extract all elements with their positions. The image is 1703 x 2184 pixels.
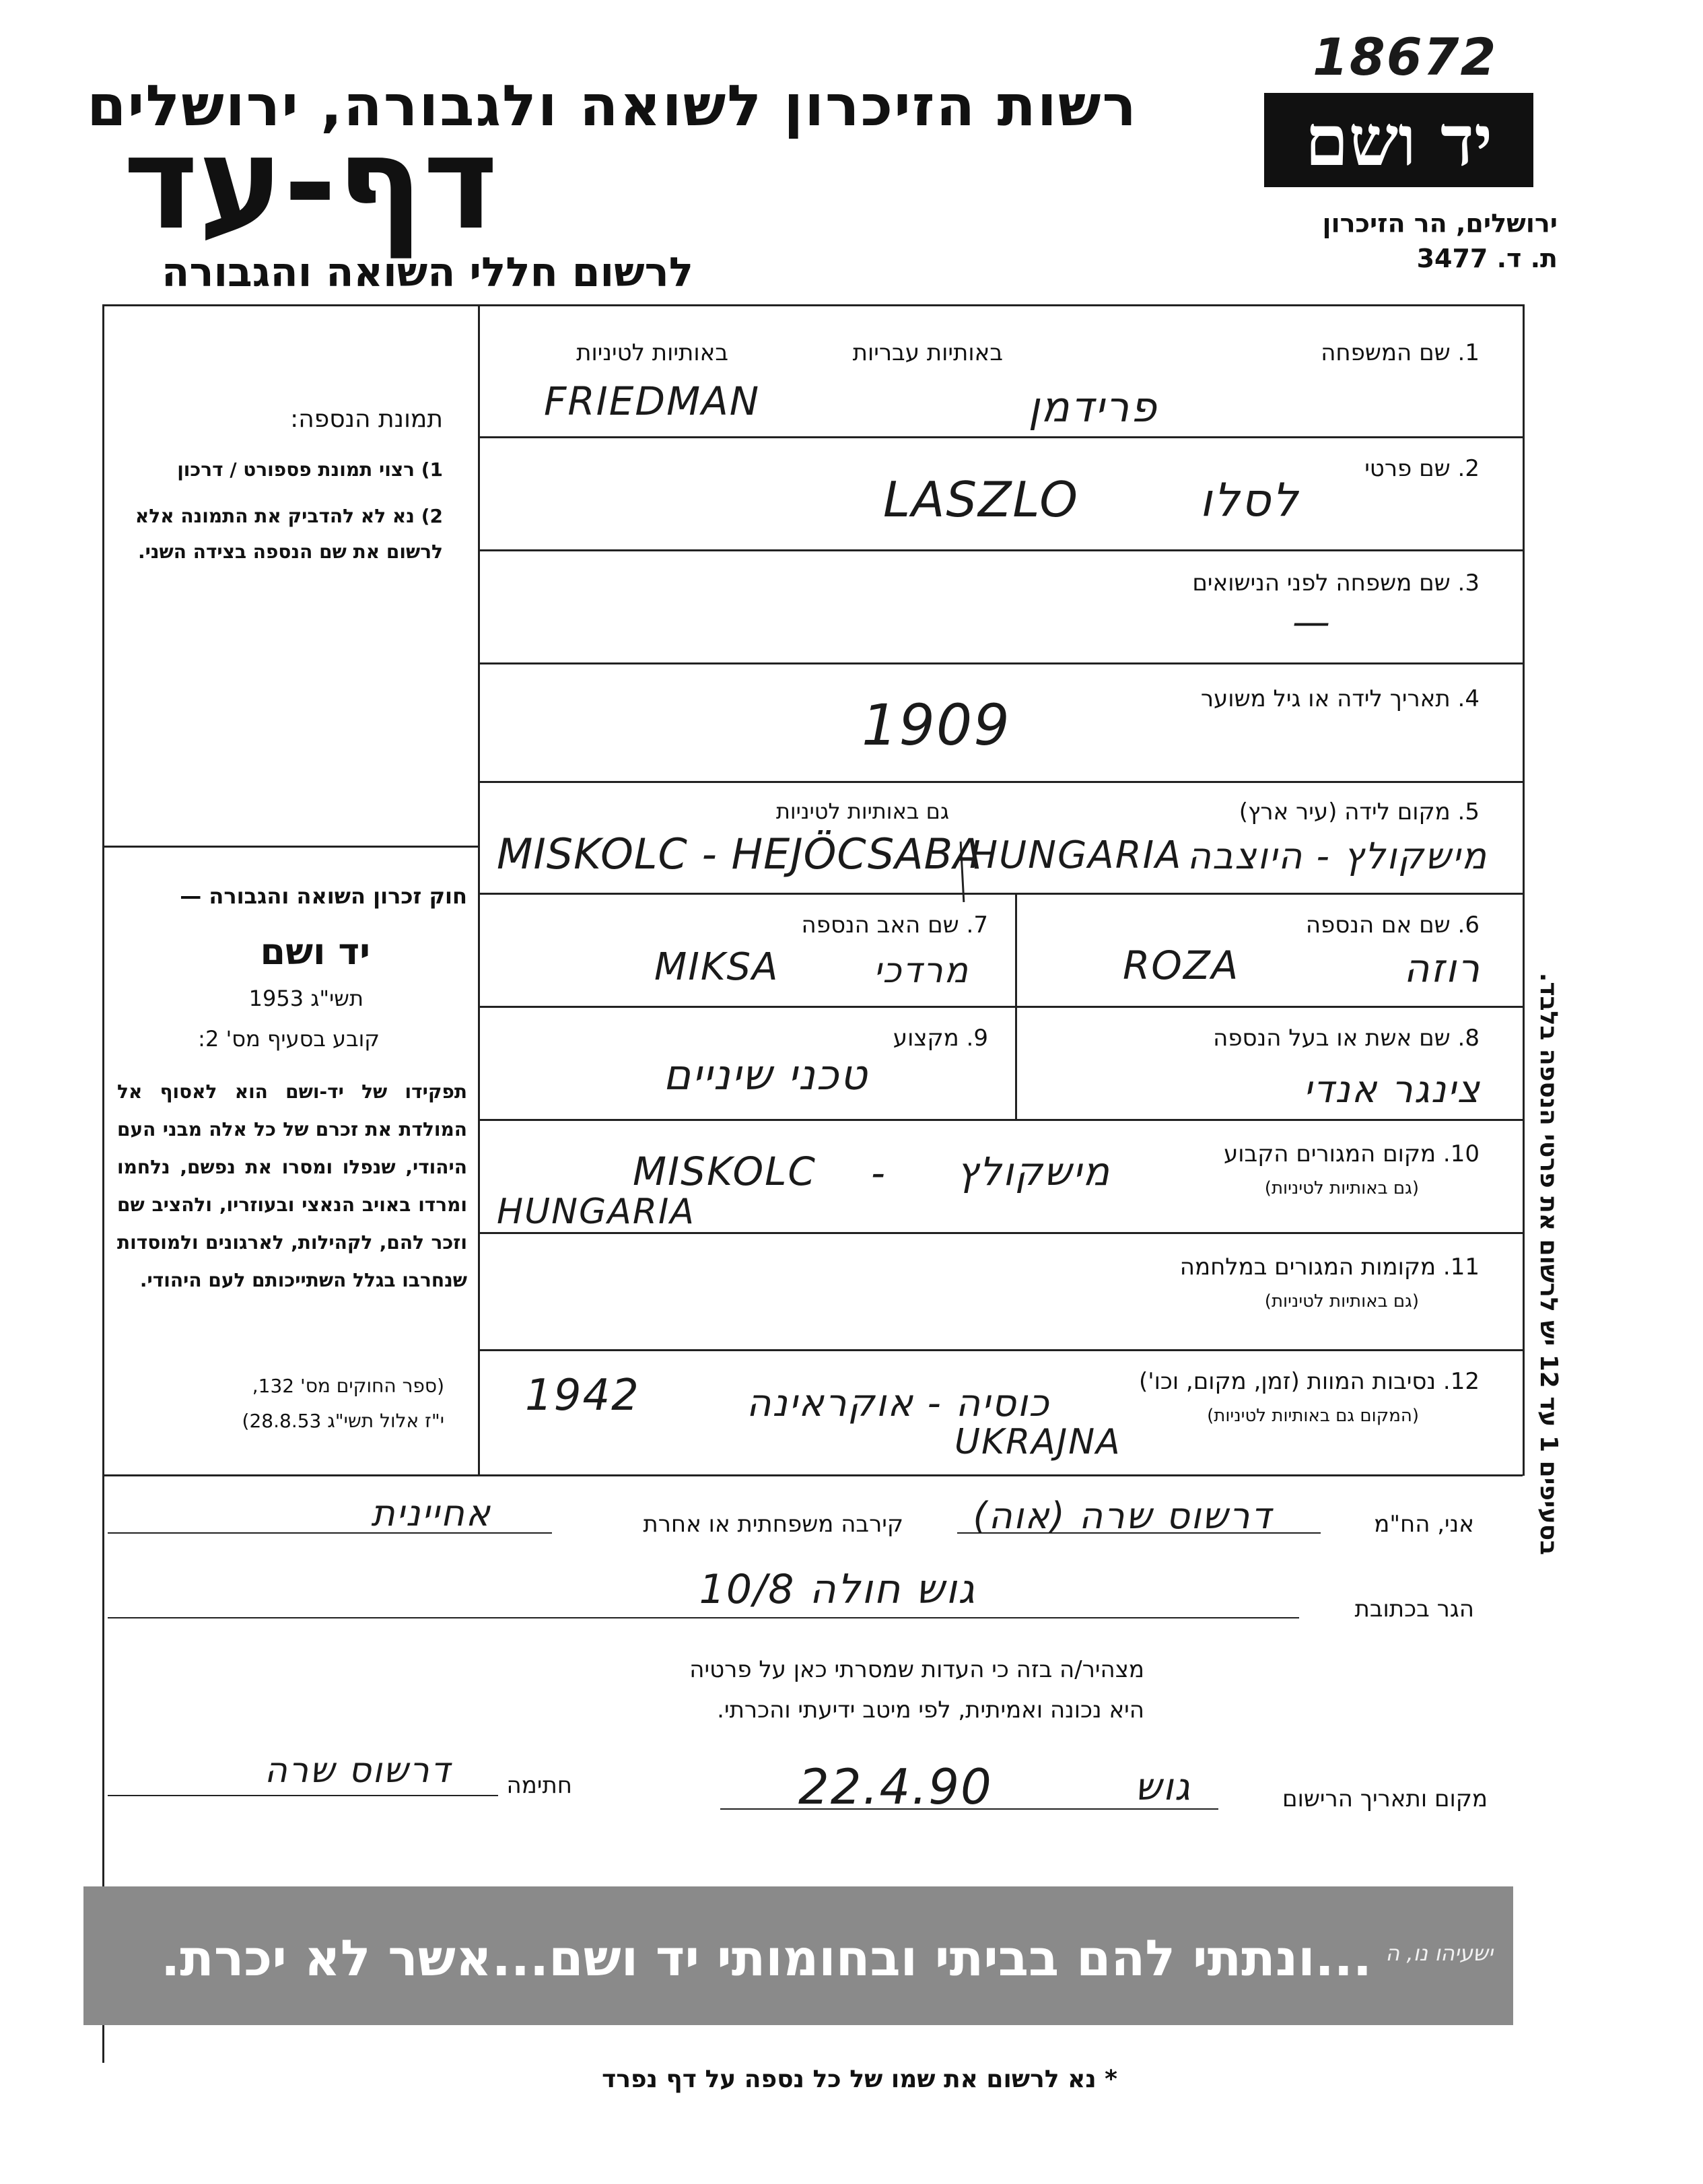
law-clause: קובע בסעיף מס' 2:	[198, 1026, 380, 1052]
form-title: דף-עד	[123, 109, 498, 258]
field-8-label: 8. שם אשת או בעל הנספה	[1213, 1025, 1480, 1052]
place-date-label: מקום ותאריך הרישום	[1282, 1785, 1488, 1812]
side-note: בסעיפים 1 עד 12 יש לרשום את פרטי הנספה בלבד.	[1535, 972, 1562, 1555]
banner-source: ישעיהו נו, ה	[1385, 1940, 1493, 1966]
field-3-value: —	[1292, 601, 1331, 644]
field-7-label: 7. שם האב הנספה	[801, 912, 988, 939]
field-10-country-value: HUNGARIA	[497, 1192, 695, 1232]
law-name: יד ושם	[260, 930, 370, 973]
registration-place-value: גוש	[1134, 1765, 1191, 1809]
col-hebrew-label: באותיות עבריות	[852, 339, 1003, 366]
field-1-latin-value: FRIEDMAN	[544, 378, 761, 424]
field-2-hebrew-value: לסלו	[1200, 474, 1299, 527]
law-year: תשי"ג 1953	[248, 986, 363, 1011]
banner-quote: ...ונתתי להם בביתי ובחומותי יד ושם...אשר לא יכרת.	[161, 1930, 1372, 1987]
field-7-latin-value: MIKSA	[654, 945, 779, 989]
field-5-hebrew-value: מישקולץ - היוצבה	[1187, 835, 1488, 877]
field-5-country-value: HUNGARIA	[969, 833, 1183, 877]
address-label: הגר בכתובת	[1354, 1596, 1474, 1623]
field-1-hebrew-value: פרידמן	[1028, 382, 1158, 432]
photo-box-title: תמונת הנספה:	[290, 405, 443, 433]
field-2-label: 2. שם פרטי	[1364, 455, 1480, 482]
field-3-label: 3. שם משפחה לפני הנישואים	[1192, 570, 1480, 596]
field-6-hebrew-value: רוזה	[1403, 945, 1481, 991]
field-8-value: צינגר אנדי	[1303, 1068, 1481, 1112]
field-10-latin-value: MISKOLC	[633, 1149, 816, 1194]
yad-vashem-logo	[1264, 93, 1533, 187]
field-4-label: 4. תאריך לידה או גיל משוער	[1200, 685, 1480, 712]
field-9-label: 9. מקצוע	[893, 1025, 988, 1052]
address-value: גוש חולה 10/8	[699, 1566, 976, 1613]
field-5-latin-note: גם באותיות לטיניות	[775, 798, 949, 824]
field-1-label: 1. שם המשפחה	[1321, 339, 1480, 366]
field-12-label: 12. נסיבות המוות (זמן, מקום, וכו')	[1138, 1368, 1480, 1395]
relation-label: קירבה משפחתית או אחרת	[643, 1511, 903, 1538]
registration-date-value: 22.4.90	[798, 1759, 993, 1815]
field-11-label: 11. מקומות המגורים במלחמה	[1179, 1254, 1480, 1281]
statement-line-1: מצהיר/ה בזה כי העדות שמסרתי כאן על פרטיה	[689, 1656, 1144, 1683]
col-latin-label: באותיות לטיניות	[576, 339, 728, 366]
law-heading: חוק זכרון השואה והגבורה —	[180, 883, 467, 909]
declarant-name-value: דרשוס שרה (אוה)	[973, 1495, 1272, 1537]
footer-note: * נא לרשום את שמו של כל נספה על דף נפרד	[602, 2066, 1117, 2093]
declarant-i-label: אני, הח"מ	[1374, 1511, 1474, 1538]
field-12-year-value: 1942	[525, 1371, 640, 1421]
field-9-value: טכני שיניים	[663, 1050, 868, 1099]
field-10-label: 10. מקום המגורים הקבוע	[1223, 1140, 1480, 1167]
signature-label: חתימה	[506, 1772, 572, 1799]
field-6-latin-value: ROZA	[1123, 943, 1240, 988]
field-7-hebrew-value: מרדכי	[873, 951, 969, 991]
field-10-hebrew-value: מישקולץ	[957, 1149, 1111, 1194]
law-body: תפקידו של יד-ושם הוא לאסוף אל המולדת את זכרם של כל אלה מבני העם היהודי, שנפלו ומסרו את נפשם, נלחמו ומרדו באויב הנאצי ובעוזריו, ולהציב שם וזכר להם, לקהילות, לארגונים ולמוסדות שנחרבו בגלל השתייכותם לעם היהודי.	[117, 1081, 467, 1291]
field-10-dash: -	[871, 1150, 887, 1196]
statement-line-2: היא נכונה ואמיתית, לפי מיטב ידיעתי והכרתי.	[717, 1697, 1144, 1724]
law-source: (ספר החוקים מס' 132,	[252, 1375, 444, 1397]
field-11-note: (גם באותיות לטיניות)	[1264, 1291, 1419, 1311]
po-box-text: ת. ד. 3477	[1416, 244, 1558, 273]
law-date: י"ז אלול תשי"ג 28.8.53)	[242, 1410, 444, 1432]
field-2-latin-value: LASZLO	[883, 471, 1079, 528]
field-10-note: (גם באותיות לטיניות)	[1264, 1178, 1419, 1198]
photo-note-1: 1) רצוי תמונת פספורט / דרכון	[177, 458, 443, 481]
field-4-value: 1909	[862, 692, 1011, 758]
authority-heading: רשות הזיכרון לשואה ולגבורה, ירושלים	[87, 73, 1138, 139]
quote-banner	[83, 1886, 1513, 2025]
field-12-note: (המקום גם באותיות לטיניות)	[1207, 1406, 1419, 1426]
field-12-hebrew-value: כוסיה - אוקראינה	[746, 1381, 1050, 1425]
signature-value: דרשוס שרה	[264, 1750, 451, 1791]
archive-number: 18672	[1313, 27, 1498, 87]
photo-note-2: 2) נא לא להדביק את התמונה אלא לרשום את שם הנספה בצידה השני.	[135, 505, 443, 564]
field-6-label: 6. שם אם הנספה	[1305, 912, 1480, 939]
field-5-label: 5. מקום לידה (עיר ארץ)	[1239, 798, 1480, 825]
relation-value: אחיינית	[371, 1492, 491, 1534]
field-12-latin-value: UKRAJNA	[954, 1422, 1121, 1462]
form-subtitle: לרשום חללי השואה והגבורה	[162, 249, 693, 296]
address-text: ירושלים, הר הזיכרון	[1322, 209, 1558, 238]
field-5-latin-value: MISKOLC - HEJÖCSABA	[497, 829, 983, 879]
logo-text: יד ושם	[1305, 98, 1493, 182]
